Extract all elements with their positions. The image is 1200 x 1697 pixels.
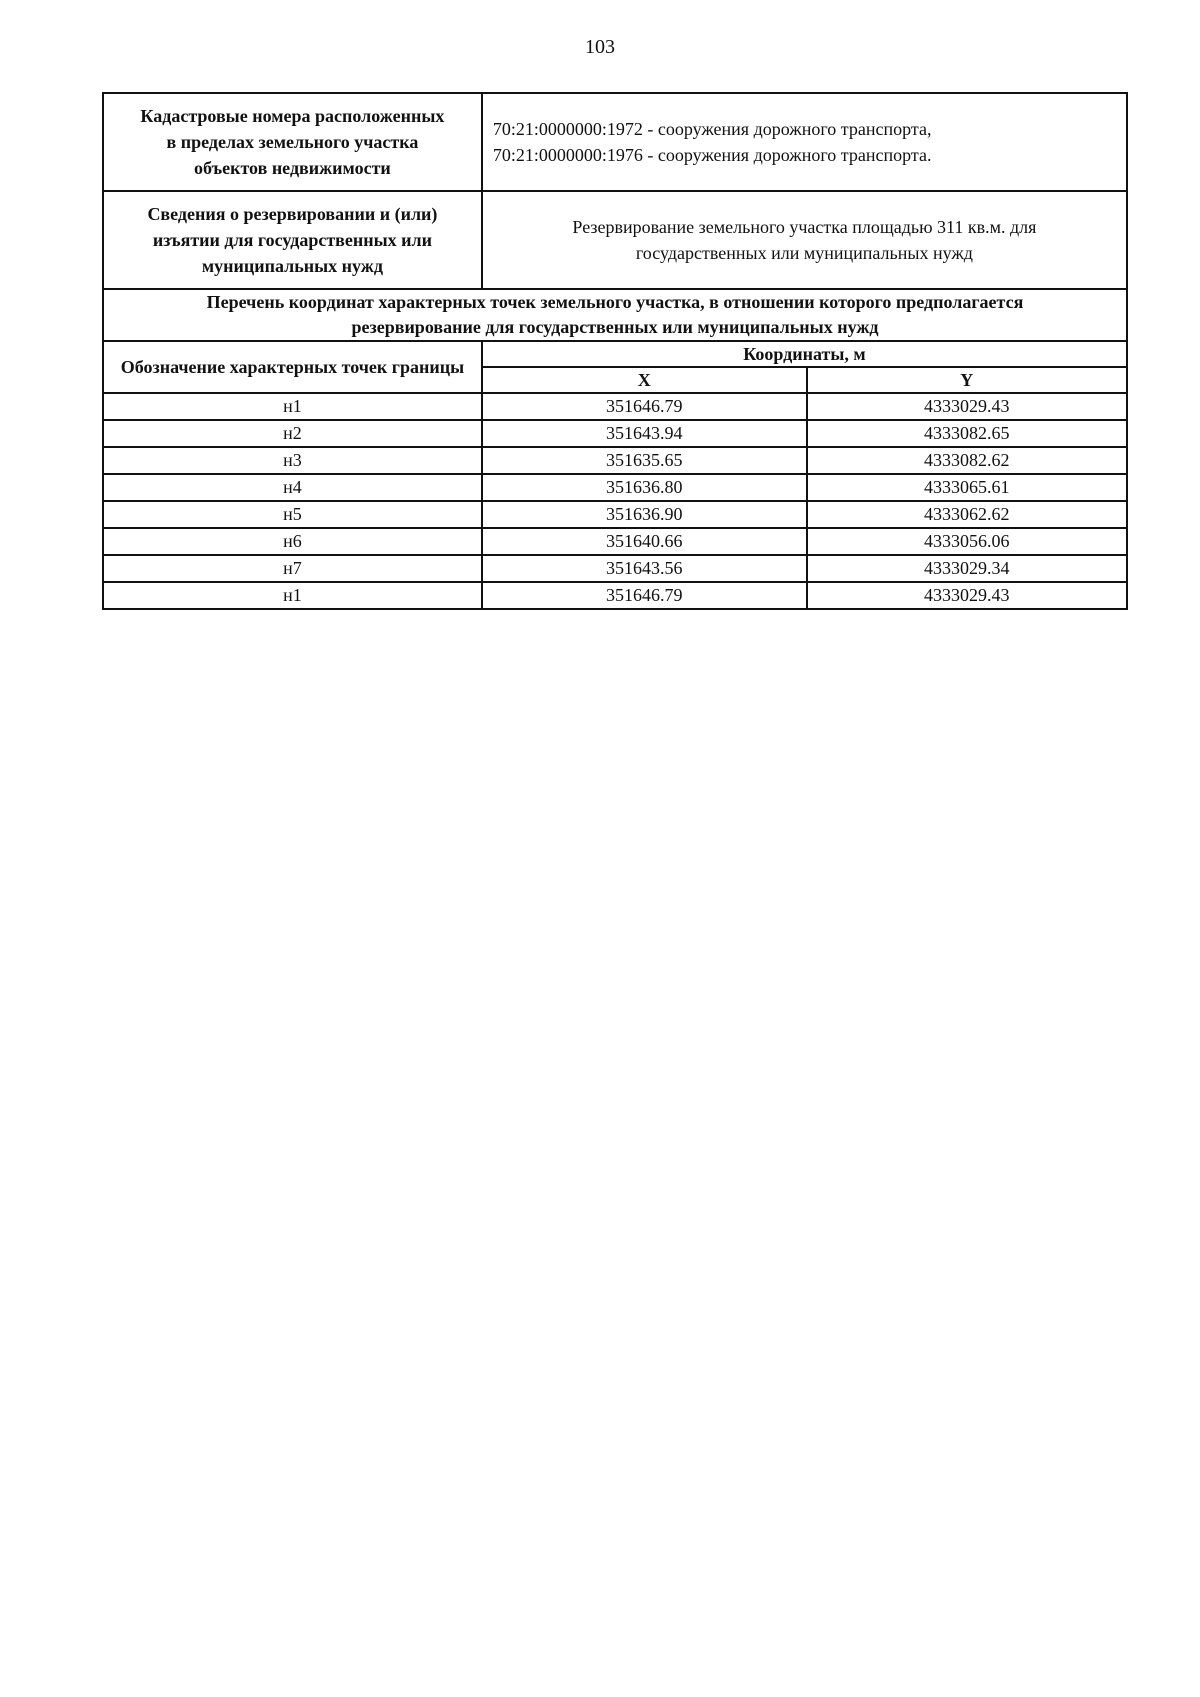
- x-cell: 351643.56: [482, 555, 807, 582]
- y-cell: 4333029.43: [807, 393, 1127, 420]
- table-row: [103, 393, 1127, 420]
- cadastral-row: [103, 93, 1127, 191]
- cadastral-line-1: 70:21:0000000:1972 - сооружения дорожного транспорта,: [492, 119, 932, 139]
- x-cell: 351635.65: [482, 447, 807, 474]
- x-cell: 351640.66: [482, 528, 807, 555]
- table-row: [103, 474, 1127, 501]
- table-row: [103, 420, 1127, 447]
- x-cell: 351646.79: [482, 582, 807, 609]
- x-cell: 351643.94: [482, 420, 807, 447]
- page-number: 103: [585, 36, 615, 58]
- point-cell: н4: [103, 474, 482, 501]
- y-cell: 4333082.62: [807, 447, 1127, 474]
- point-cell: н1: [103, 582, 482, 609]
- table-row: [103, 528, 1127, 555]
- point-cell: н6: [103, 528, 482, 555]
- point-cell: н3: [103, 447, 482, 474]
- point-column-header: Обозначение характерных точек границы: [103, 341, 482, 393]
- coordinates-title: Перечень координат характерных точек земельного участка, в отношении которого предполагается резервирование для государственных или муниципальных нужд: [103, 289, 1127, 341]
- land-plot-table: [102, 92, 1128, 610]
- reservation-value: Резервирование земельного участка площадью 311 кв.м. для государственных или муниципальных нужд: [482, 191, 1127, 289]
- x-cell: 351646.79: [482, 393, 807, 420]
- y-cell: 4333056.06: [807, 528, 1127, 555]
- point-cell: н2: [103, 420, 482, 447]
- x-column-header: X: [482, 367, 807, 393]
- point-cell: н7: [103, 555, 482, 582]
- y-column-header: Y: [807, 367, 1127, 393]
- coordinate-rows: [103, 393, 1127, 609]
- y-cell: 4333029.43: [807, 582, 1127, 609]
- point-cell: н5: [103, 501, 482, 528]
- table-row: [103, 501, 1127, 528]
- coordinates-header-row: [103, 341, 1127, 367]
- x-cell: 351636.80: [482, 474, 807, 501]
- reservation-label: Сведения о резервировании и (или) изъятии для государственных или муниципальных нужд: [103, 191, 482, 289]
- y-cell: 4333062.62: [807, 501, 1127, 528]
- table-row: [103, 555, 1127, 582]
- cadastral-line-2: 70:21:0000000:1976 - сооружения дорожного транспорта.: [492, 145, 932, 165]
- cadastral-value: [482, 93, 1127, 191]
- y-cell: 4333065.61: [807, 474, 1127, 501]
- point-cell: н1: [103, 393, 482, 420]
- reservation-row: [103, 191, 1127, 289]
- coordinates-title-row: [103, 289, 1127, 341]
- cadastral-label: Кадастровые номера расположенных в пределах земельного участка объектов недвижимости: [103, 93, 482, 191]
- y-cell: 4333082.65: [807, 420, 1127, 447]
- x-cell: 351636.90: [482, 501, 807, 528]
- coords-column-header: Координаты, м: [482, 341, 1127, 367]
- table-row: [103, 447, 1127, 474]
- table-row: [103, 582, 1127, 609]
- y-cell: 4333029.34: [807, 555, 1127, 582]
